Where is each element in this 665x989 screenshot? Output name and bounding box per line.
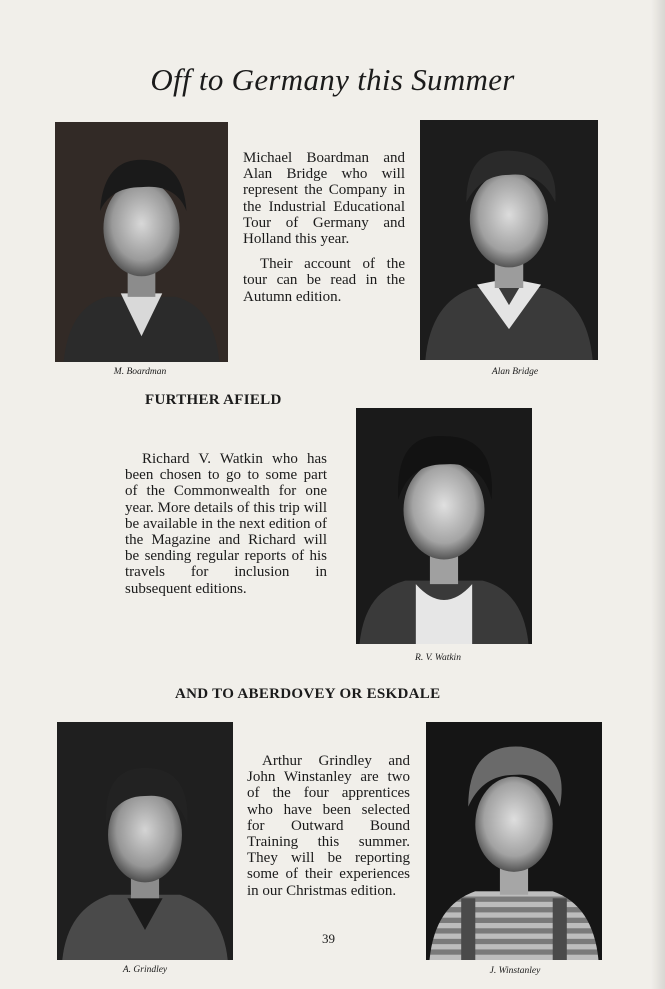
photo-bridge xyxy=(420,120,598,360)
germany-paragraph-1: Michael Boardman and Alan Bridge who will represent the Company in the Industrial Educational Tour of Germany and Holland this year. xyxy=(243,150,405,248)
further-afield-description xyxy=(125,451,327,597)
caption-winstanley: J. Winstanley xyxy=(489,966,541,976)
heading-further-afield: FURTHER AFIELD xyxy=(145,392,282,408)
caption-watkin: R. V. Watkin xyxy=(415,653,461,663)
aberdovey-description xyxy=(247,753,410,899)
caption-boardman: M. Boardman xyxy=(113,367,167,377)
germany-paragraph-2: Their account of the tour can be read in the Autumn edition. xyxy=(243,256,405,305)
page-number: 39 xyxy=(322,931,335,946)
photo-grindley xyxy=(57,722,233,960)
aberdovey-paragraph: Arthur Grindley and John Winstanley are two of the four apprentices who have been selected for Outward Bound Training this summer. They will be reporting some of their experiences in our Christmas edition. xyxy=(247,753,410,899)
germany-description xyxy=(243,150,405,305)
page-title: Off to Germany this Summer xyxy=(150,62,515,97)
page-edge-shadow xyxy=(651,0,665,989)
photo-boardman xyxy=(55,122,228,362)
further-afield-paragraph: Richard V. Watkin who has been chosen to go to some part of the Commonwealth for one year. More details of this trip will be available in the next edition of the Magazine and Richard will be sending regular reports of his travels for inclusion in subsequent editions. xyxy=(125,451,327,597)
caption-grindley: A. Grindley xyxy=(122,965,168,975)
photo-winstanley xyxy=(426,722,602,960)
caption-bridge: Alan Bridge xyxy=(491,367,539,377)
photo-watkin xyxy=(356,408,532,644)
heading-aberdovey-eskdale: AND TO ABERDOVEY OR ESKDALE xyxy=(175,686,441,702)
